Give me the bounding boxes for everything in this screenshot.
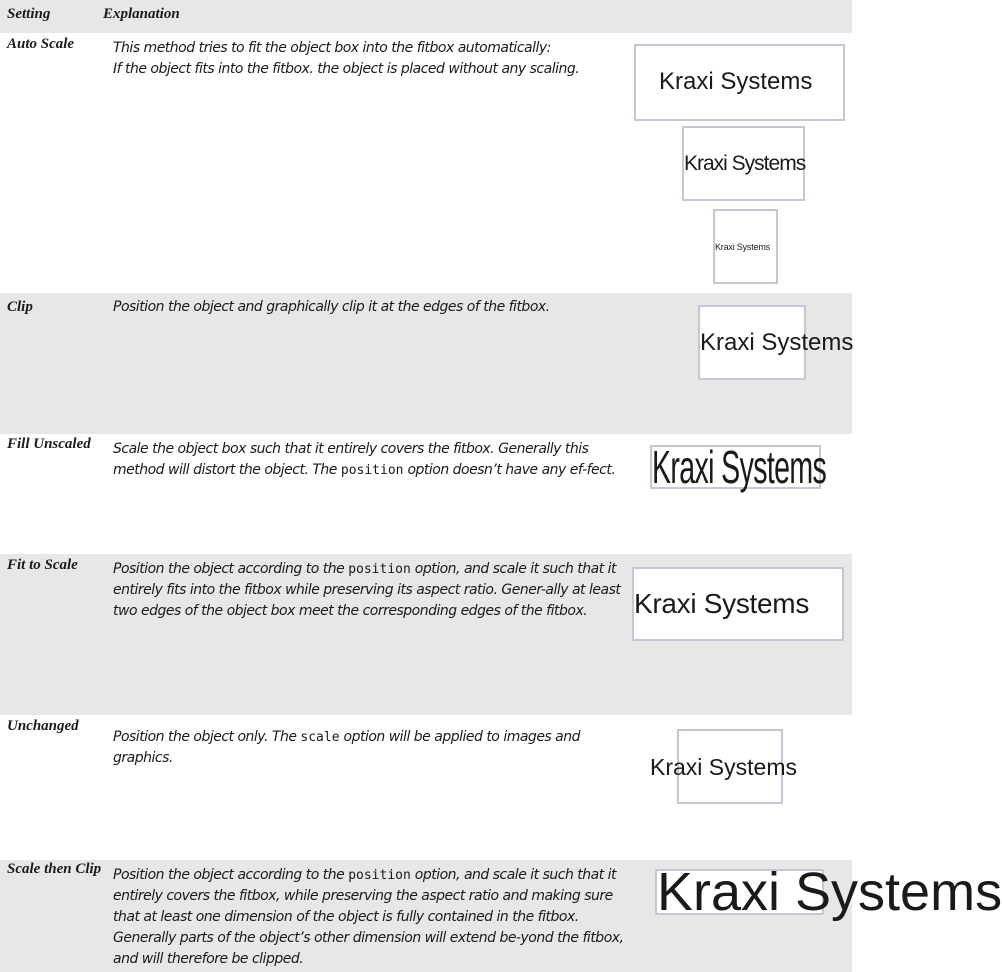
table-row-fill-unscaled (0, 434, 852, 554)
fitbox-small (713, 209, 778, 284)
explanation-unchanged (113, 727, 625, 769)
explanation-text: Position the object according to the (113, 561, 349, 577)
header-explanation: Explanation (103, 6, 180, 22)
sample-text: Kraxi Systems (659, 68, 813, 95)
explanation-text: Position the object according to the (113, 867, 349, 883)
sample-text: Kraxi Systems (715, 242, 770, 252)
code-keyword: position (348, 868, 411, 883)
sample-text: Kraxi Systems (684, 152, 806, 175)
explanation-line: This method tries to fit the object box into the fitbox automatically: (113, 40, 551, 56)
fitbox-scale-clip (655, 862, 1002, 922)
setting-auto-scale: Auto Scale (7, 36, 75, 52)
explanation-text: Position the object only. The (113, 729, 301, 745)
sample-text: Kraxi Systems (650, 754, 797, 780)
sample-text: Kraxi Systems (657, 862, 1002, 922)
header-setting: Setting (7, 6, 51, 22)
explanation-clip (113, 297, 625, 318)
setting-scale-then-clip: Scale then Clip (7, 861, 102, 877)
explanation-text: option doesn’t have any ef-fect. (403, 462, 616, 478)
explanation-fit-to-scale (113, 559, 625, 622)
fitbox-clip (698, 305, 854, 380)
explanation-text: option will be applied to images and graphics. (113, 729, 581, 766)
explanation-line: If the object fits into the fitbox. the object is placed without any scaling. (113, 61, 580, 77)
table-row-scale-then-clip (0, 860, 1002, 972)
table-row-auto-scale (0, 33, 852, 293)
sample-text: Kraxi Systems (634, 588, 810, 619)
fitbox-fit (632, 567, 844, 641)
explanation-text: Scale the object box such that it entirely covers the fitbox. Generally this method will distort the object. The (113, 441, 589, 478)
fitbox-medium (682, 126, 805, 201)
table-row-unchanged (0, 715, 852, 860)
sample-text: Kraxi Systems (700, 329, 854, 356)
setting-clip: Clip (7, 299, 33, 315)
sample-text: Kraxi Systems (652, 441, 827, 493)
explanation-scale-then-clip (113, 865, 625, 970)
fitbox-large (634, 44, 845, 121)
code-keyword: scale (300, 730, 340, 745)
explanation-text: option, and scale it such that it entirely covers the fitbox, while preserving the aspect ratio and making sure that at least one dimension of the object is fully contained in the fitbox. Generally parts of the object’s other dimension will extend be-yond the fitbox, and will therefore be clipped. (113, 867, 624, 967)
explanation-fill-unscaled (113, 439, 625, 481)
explanation-auto-scale (113, 38, 625, 80)
setting-unchanged: Unchanged (7, 718, 79, 734)
table-row-fit-to-scale (0, 554, 852, 715)
table-row-clip (0, 293, 852, 434)
setting-fit-to-scale: Fit to Scale (7, 557, 78, 573)
explanation-line: Position the object and graphically clip it at the edges of the fitbox. (113, 299, 550, 315)
code-keyword: position (340, 463, 404, 478)
explanation-text: option, and scale it such that it entirely fits into the fitbox while preserving its aspect ratio. Gener-ally at least two edges of the object box meet the corresponding edges of the fitbox. (113, 561, 621, 619)
fitbox-fill (650, 441, 827, 493)
table-header (0, 0, 852, 33)
setting-fill-unscaled: Fill Unscaled (7, 436, 91, 452)
code-keyword: position (348, 562, 411, 577)
